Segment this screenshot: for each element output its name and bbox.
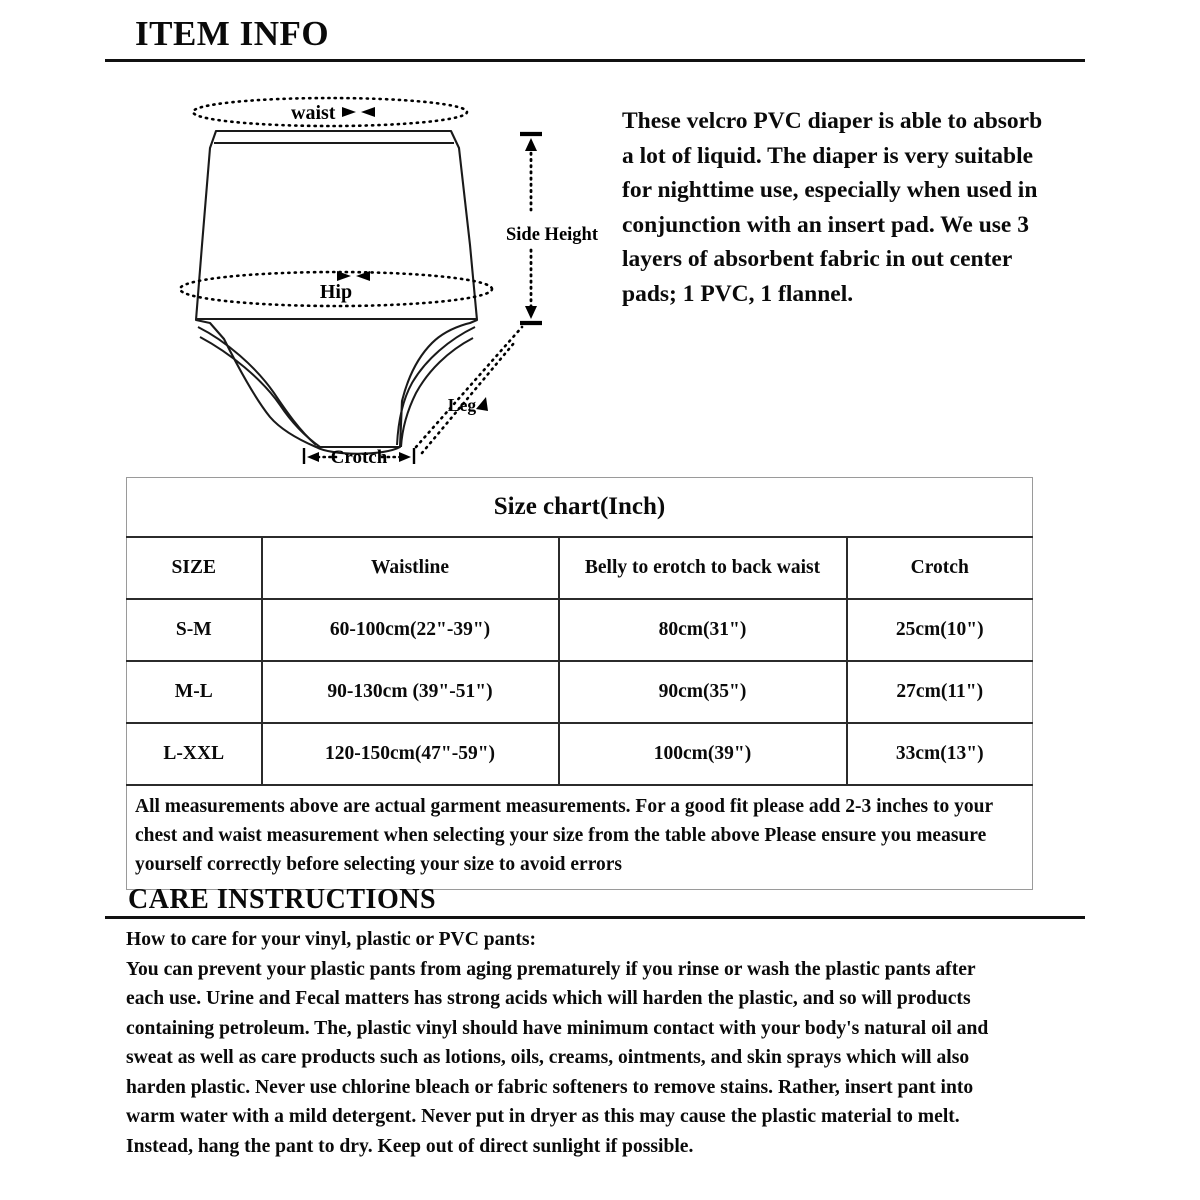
cell-size: M-L [127, 661, 262, 723]
care-line: containing petroleum. The, plastic vinyl should have minimum contact with your body's natural oil and [126, 1017, 989, 1039]
crotch-arrow-left [307, 452, 319, 462]
item-info-divider [105, 59, 1085, 62]
measurement-note: All measurements above are actual garment measurements. For a good fit please add 2-3 inches to your chest and waist measurement when selecting your size from the table above Please ensure you measure yourself correctly before selecting your size to avoid errors [127, 785, 1033, 890]
leg-measure-line-a [416, 327, 522, 447]
diagram-label-side-height: Side Height [506, 225, 598, 245]
care-instructions-body [126, 925, 1056, 1161]
care-line: warm water with a mild detergent. Never put in dryer as this may cause the plastic material to melt. [126, 1106, 960, 1127]
table-row [127, 723, 1033, 785]
waist-arrow-right [361, 107, 375, 117]
care-instructions-divider [105, 916, 1085, 919]
diagram-label-crotch: Crotch [330, 447, 388, 465]
care-line: Instead, hang the pant to dry. Keep out of direct sunlight if possible. [126, 1135, 694, 1157]
table-note-row [127, 785, 1033, 890]
garment-measurement-diagram [170, 75, 600, 465]
cell-waistline: 60-100cm(22"-39") [262, 599, 559, 661]
diagram-label-hip: Hip [319, 281, 353, 303]
cell-belly-to-back-waist: 80cm(31") [559, 599, 847, 661]
table-title-row [127, 478, 1033, 538]
diagram-label-leg: Leg [447, 395, 477, 415]
side-height-arrow-up [525, 138, 537, 151]
column-header-crotch: Crotch [847, 537, 1033, 599]
size-chart-title: Size chart(Inch) [127, 478, 1033, 538]
cell-crotch: 33cm(13") [847, 723, 1033, 785]
care-line: harden plastic. Never use chlorine bleach or fabric softeners to remove stains. Rather, insert pant into [126, 1076, 974, 1098]
cell-crotch: 27cm(11") [847, 661, 1033, 723]
leg-arrow [476, 397, 488, 411]
table-row [127, 661, 1033, 723]
cell-belly-to-back-waist: 90cm(35") [559, 661, 847, 723]
crotch-arrow-right [399, 452, 411, 462]
cell-size: L-XXL [127, 723, 262, 785]
cell-crotch: 25cm(10") [847, 599, 1033, 661]
size-chart-table [126, 477, 1033, 890]
cell-belly-to-back-waist: 100cm(39") [559, 723, 847, 785]
cell-size: S-M [127, 599, 262, 661]
care-line: sweat as well as care products such as lotions, oils, creams, ointments, and skin sprays which will also [126, 1047, 970, 1068]
diagram-label-waist: waist [291, 102, 336, 124]
care-line: How to care for your vinyl, plastic or PVC pants: [126, 929, 537, 950]
table-header-row [127, 537, 1033, 599]
product-description: These velcro PVC diaper is able to absorb a lot of liquid. The diaper is very suitable for nighttime use, especially when used in conjunction with an insert pad. We use 3 layers of absorbent fabric in out center pads; 1 PVC, 1 flannel. [622, 108, 1043, 307]
column-header-waistline: Waistline [262, 537, 559, 599]
care-line: You can prevent your plastic pants from aging prematurely if you rinse or wash the plastic pants after [126, 958, 976, 980]
side-height-arrow-down [525, 306, 537, 319]
care-instructions-heading: CARE INSTRUCTIONS [128, 884, 437, 915]
column-header-belly-to-back-waist: Belly to erotch to back waist [559, 537, 847, 599]
table-row [127, 599, 1033, 661]
care-line: each use. Urine and Fecal matters has strong acids which will harden the plastic, and so will products [126, 988, 971, 1009]
cell-waistline: 90-130cm (39"-51") [262, 661, 559, 723]
waist-arrow-left [342, 107, 356, 117]
column-header-size: SIZE [127, 537, 262, 599]
cell-waistline: 120-150cm(47"-59") [262, 723, 559, 785]
item-info-heading: ITEM INFO [135, 14, 330, 53]
